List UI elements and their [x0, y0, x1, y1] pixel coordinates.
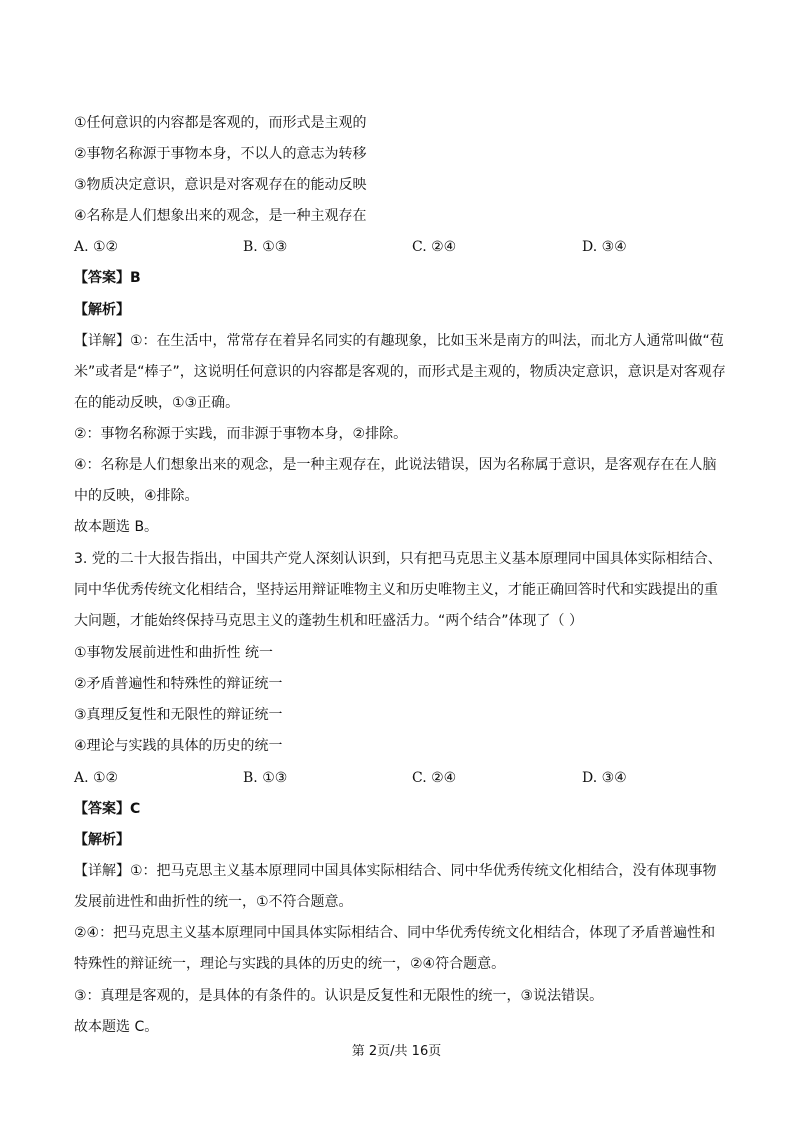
- q3-conclusion: 故本题选 C。: [74, 1019, 159, 1035]
- q2-detail-line-4: ②：事物名称源于实践，而非源于事物本身，②排除。: [74, 426, 408, 442]
- q2-answer: 【答案】B: [74, 270, 141, 286]
- q2-item-3: ③物质决定意识，意识是对客观存在的能动反映: [74, 177, 367, 193]
- q3-stem-line-1: 3. 党的二十大报告指出，中国共产党人深刻认识到，只有把马克思主义基本原理同中国具体实际相结合、: [74, 551, 722, 567]
- q3-stem-line-3: 大问题，才能始终保持马克思主义的蓬勃生机和旺盛活力。“两个结合”体现了（ ）: [74, 613, 583, 629]
- q3-option-c: C. ②④: [412, 770, 457, 786]
- q3-item-1: ①事物发展前进性和曲折性 统一: [74, 645, 274, 661]
- q3-stem-line-2: 同中华优秀传统文化相结合，坚持运用辩证唯物主义和历史唯物主义，才能正确回答时代和实践提出的重: [74, 582, 718, 598]
- q3-answer: 【答案】C: [74, 801, 141, 817]
- q2-option-a: A. ①②: [74, 239, 119, 255]
- q2-detail-line-3: 在的能动反映，①③正确。: [74, 395, 240, 411]
- q3-option-d: D. ③④: [582, 770, 627, 786]
- q2-detail-line-2: 米”或者是“棒子”，这说明任何意识的内容都是客观的，而形式是主观的，物质决定意识，意识是对客观存: [74, 364, 726, 380]
- q3-item-4: ④理论与实践的具体的历史的统一: [74, 738, 283, 754]
- q2-detail-line-6: 中的反映，④排除。: [74, 488, 199, 504]
- q2-detail-line-5: ④：名称是人们想象出来的观念，是一种主观存在，此说法错误，因为名称属于意识，是客观存在在人脑: [74, 457, 717, 473]
- q3-option-a: A. ①②: [74, 770, 119, 786]
- q3-analysis-heading: 【解析】: [74, 832, 130, 848]
- page-footer: 第 2页/共 16页: [351, 1044, 442, 1059]
- q3-detail-line-5: ③：真理是客观的，是具体的有条件的。认识是反复性和无限性的统一，③说法错误。: [74, 988, 604, 1004]
- q3-detail-line-1: 【详解】①：把马克思主义基本原理同中国具体实际相结合、同中华优秀传统文化相结合，没有体现事物: [74, 863, 717, 879]
- q2-option-d: D. ③④: [582, 239, 627, 255]
- q2-option-b: B. ①③: [243, 239, 288, 255]
- q2-item-1: ①任何意识的内容都是客观的，而形式是主观的: [74, 115, 367, 131]
- q3-option-b: B. ①③: [243, 770, 288, 786]
- q2-item-2: ②事物名称源于事物本身，不以人的意志为转移: [74, 146, 367, 162]
- q3-item-3: ③真理反复性和无限性的辩证统一: [74, 707, 283, 723]
- q2-option-c: C. ②④: [412, 239, 457, 255]
- q2-conclusion: 故本题选 B。: [74, 519, 159, 535]
- q3-detail-line-3: ②④：把马克思主义基本原理同中国具体实际相结合、同中华优秀传统文化相结合，体现了矛盾普遍性和: [74, 925, 716, 941]
- q3-item-2: ②矛盾普遍性和特殊性的辩证统一: [74, 676, 283, 692]
- q3-detail-line-4: 特殊性的辩证统一，理论与实践的具体的历史的统一，②④符合题意。: [74, 956, 506, 972]
- q2-analysis-heading: 【解析】: [74, 302, 130, 318]
- q2-item-4: ④名称是人们想象出来的观念，是一种主观存在: [74, 208, 367, 224]
- q2-detail-line-1: 【详解】①：在生活中，常常存在着异名同实的有趣现象，比如玉米是南方的叫法，而北方人通常叫做“苞: [74, 333, 724, 349]
- q3-detail-line-2: 发展前进性和曲折性的统一，①不符合题意。: [74, 894, 353, 910]
